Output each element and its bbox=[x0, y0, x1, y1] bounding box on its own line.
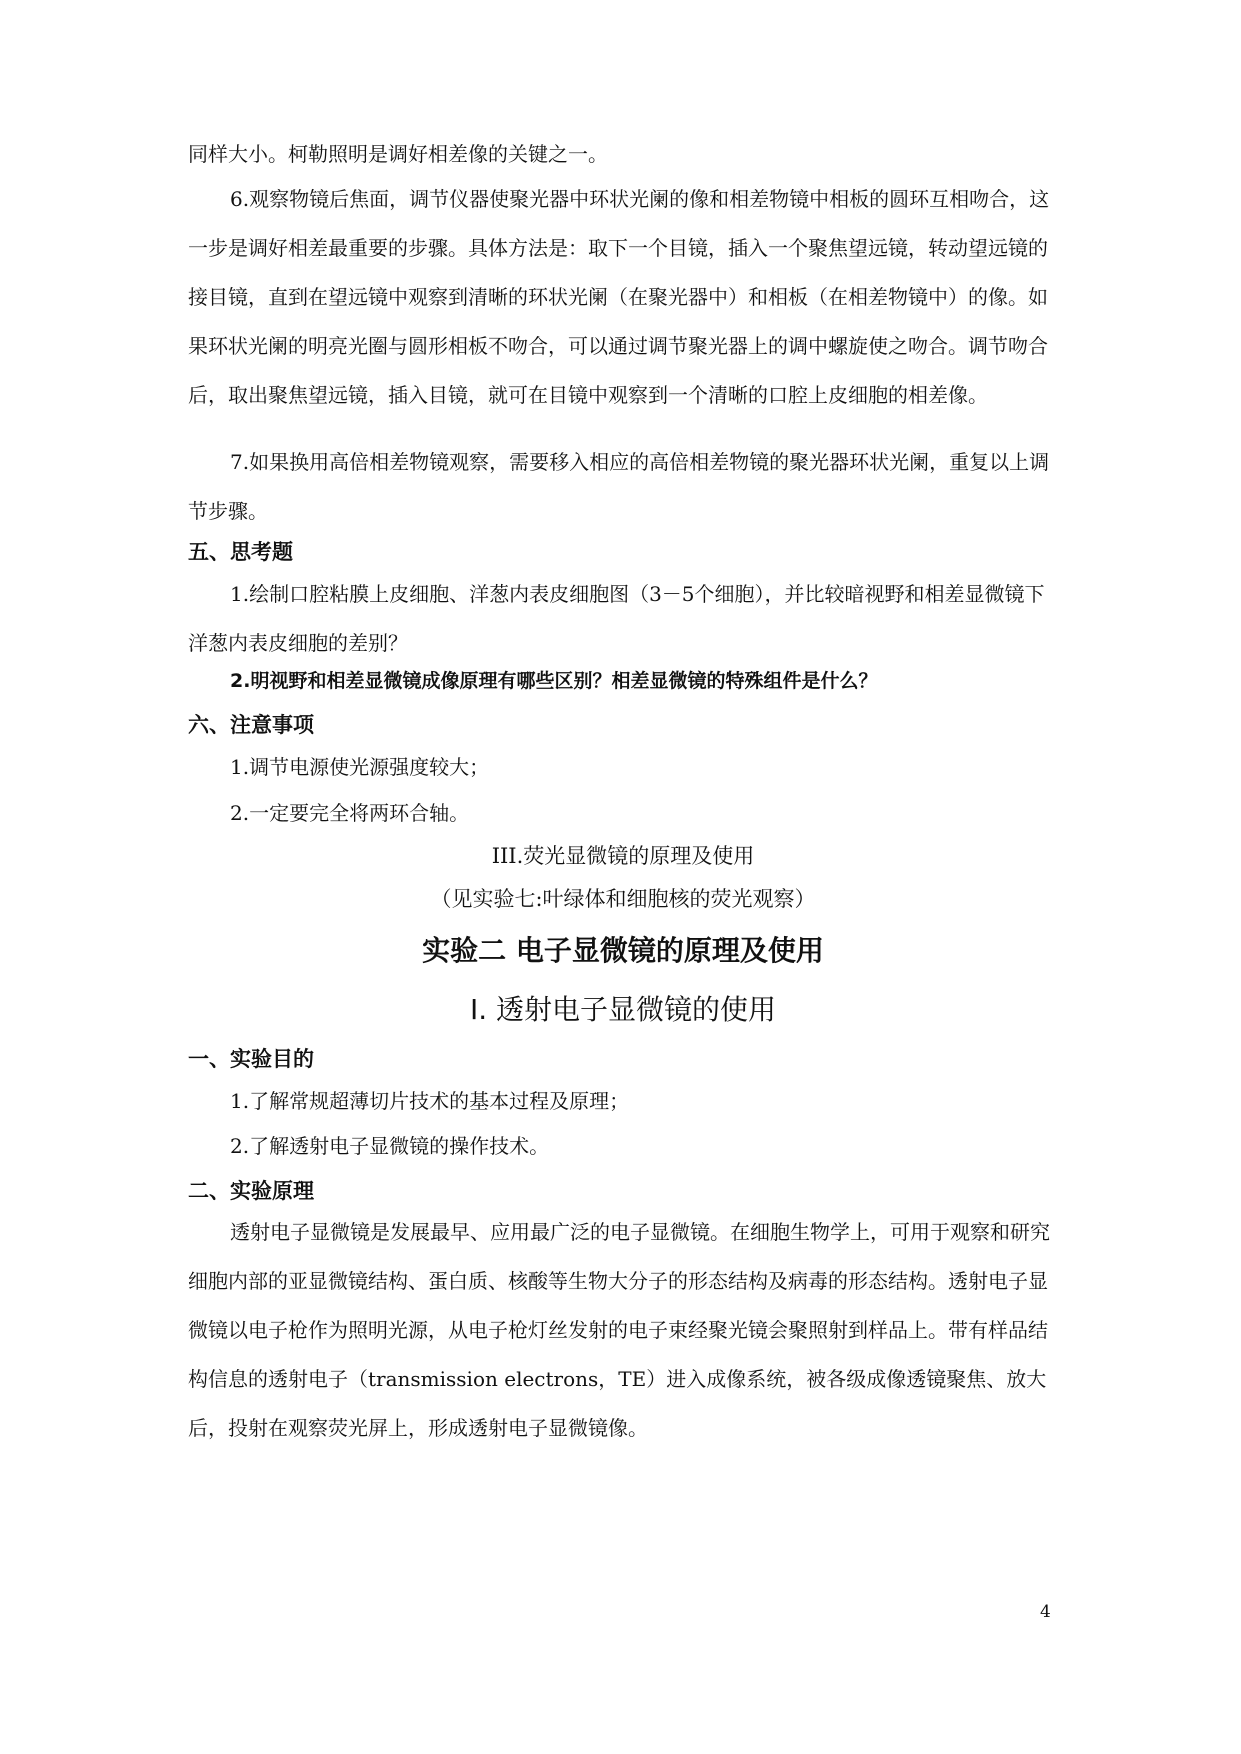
subsection-note: （见实验七:叶绿体和细胞核的荧光观察） bbox=[430, 887, 816, 911]
section-heading-principle: 二、实验原理 bbox=[188, 1179, 314, 1203]
purpose-1: 1.了解常规超薄切片技术的基本过程及原理； bbox=[230, 1089, 630, 1113]
part-title: I. 透射电子显微镜的使用 bbox=[469, 993, 777, 1026]
experiment-title: 实验二 电子显微镜的原理及使用 bbox=[422, 934, 824, 967]
section-heading-questions: 五、思考题 bbox=[188, 540, 293, 564]
question-2: 2.明视野和相差显微镜成像原理有哪些区别？相差显微镜的特殊组件是什么？ bbox=[230, 670, 878, 692]
principle-paragraph: 透射电子显微镜是发展最早、应用最广泛的电子显微镜。在细胞生物学上，可用于观察和研究细胞内部的亚显微镜结构、蛋白质、核酸等生物大分子的形态结构及病毒的形态结构。透射电子显微镜以电子枪作为照明光源，从电子枪灯丝发射的电子束经聚光镜会聚照射到样品上。带有样品结构信息的透射电子（transmission electrons，TE）进入成像系统，被各级成像透镜聚焦、放大后，投射在观察荧光屏上，形成透射电子显微镜像。 bbox=[188, 1220, 1050, 1440]
note-1: 1.调节电源使光源强度较大； bbox=[230, 755, 490, 779]
paragraph-step-7: 7.如果换用高倍相差物镜观察，需要移入相应的高倍相差物镜的聚光器环状光阑，重复以上调节步骤。 bbox=[188, 450, 1050, 523]
section-heading-notes: 六、注意事项 bbox=[188, 713, 314, 737]
purpose-2: 2.了解透射电子显微镜的操作技术。 bbox=[230, 1134, 550, 1158]
paragraph-step-6: 6.观察物镜后焦面，调节仪器使聚光器中环状光阑的像和相差物镜中相板的圆环互相吻合，这一步是调好相差最重要的步骤。具体方法是：取下一个目镜，插入一个聚焦望远镜，转动望远镜的接目镜，直到在望远镜中观察到清晰的环状光阑（在聚光器中）和相板（在相差物镜中）的像。如果环状光阑的明亮光圈与圆形相板不吻合，可以通过调节聚光器上的调中螺旋使之吻合。调节吻合后，取出聚焦望远镜，插入目镜，就可在目镜中观察到一个清晰的口腔上皮细胞的相差像。 bbox=[188, 187, 1050, 407]
question-1: 1.绘制口腔粘膜上皮细胞、洋葱内表皮细胞图（3－5个细胞），并比较暗视野和相差显微镜下洋葱内表皮细胞的差别？ bbox=[188, 582, 1045, 655]
note-2: 2.一定要完全将两环合轴。 bbox=[230, 801, 470, 825]
section-heading-purpose: 一、实验目的 bbox=[188, 1047, 314, 1071]
page-number: 4 bbox=[1040, 1602, 1051, 1622]
paragraph-continuation: 同样大小。柯勒照明是调好相差像的关键之一。 bbox=[188, 142, 608, 166]
subsection-title-fluorescence: III.荧光显微镜的原理及使用 bbox=[491, 844, 755, 868]
